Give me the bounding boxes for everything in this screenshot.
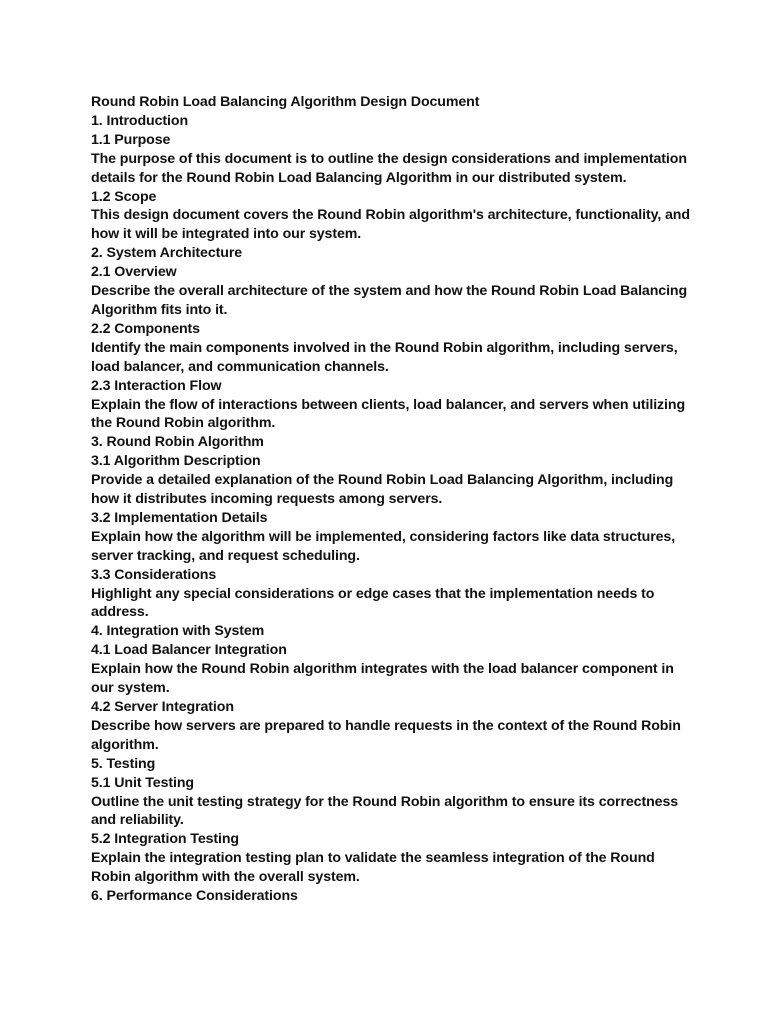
section-body: Explain how the Round Robin algorithm integrates with the load balancer component in our system. <box>91 661 674 697</box>
section-body: Explain the integration testing plan to validate the seamless integration of the Round Robin algorithm with the overall system. <box>91 850 655 886</box>
section-body: Identify the main components involved in the Round Robin algorithm, including servers, load balancer, and communication channels. <box>91 339 678 375</box>
document-title: Round Robin Load Balancing Algorithm Design Document <box>91 94 480 110</box>
section-heading: 2.1 Overview <box>91 264 177 281</box>
section-heading: 2.3 Interaction Flow <box>91 377 222 394</box>
section-heading: 1.2 Scope <box>91 188 157 205</box>
section-heading: 5.1 Unit Testing <box>91 774 194 791</box>
section-heading: 3.3 Considerations <box>91 566 217 583</box>
section-body: Describe the overall architecture of the system and how the Round Robin Load Balancing Algorithm fits into it. <box>91 283 688 318</box>
section-heading: 5. Testing <box>91 755 156 772</box>
document-content <box>91 93 691 906</box>
section-heading: 3.2 Implementation Details <box>91 509 268 526</box>
section-heading: 1.1 Purpose <box>91 131 171 148</box>
section-heading: 4.2 Server Integration <box>91 699 234 715</box>
section-heading: 2. System Architecture <box>91 245 243 262</box>
section-body: Highlight any special considerations or edge cases that the implementation needs to address. <box>91 585 655 621</box>
section-body: Outline the unit testing strategy for the Round Robin algorithm to ensure its correctness and reliability. <box>91 793 679 829</box>
section-heading: 4. Integration with System <box>91 623 265 640</box>
section-body: Explain how the algorithm will be implemented, considering factors like data structures, server tracking, and request scheduling. <box>91 528 676 564</box>
section-heading: 1. Introduction <box>91 112 189 129</box>
section-heading: 5.2 Integration Testing <box>91 831 239 848</box>
section-heading: 3.1 Algorithm Description <box>91 453 261 470</box>
section-body: Describe how servers are prepared to handle requests in the context of the Round Robin algorithm. <box>91 717 681 753</box>
section-body: Provide a detailed explanation of the Round Robin Load Balancing Algorithm, including how it distributes incoming requests among servers. <box>91 472 674 508</box>
section-body: Explain the flow of interactions between clients, load balancer, and servers when utilizing the Round Robin algorithm. <box>91 396 686 432</box>
section-heading: 4.1 Load Balancer Integration <box>91 642 287 659</box>
section-body: This design document covers the Round Robin algorithm's architecture, functionality, and how it will be integrated into our system. <box>91 207 690 243</box>
section-heading: 6. Performance Considerations <box>91 888 298 905</box>
section-heading: 3. Round Robin Algorithm <box>91 434 264 451</box>
section-heading: 2.2 Components <box>91 320 200 337</box>
section-body: The purpose of this document is to outline the design considerations and implementation details for the Round Robin Load Balancing Algorithm in our distributed system. <box>91 150 687 186</box>
